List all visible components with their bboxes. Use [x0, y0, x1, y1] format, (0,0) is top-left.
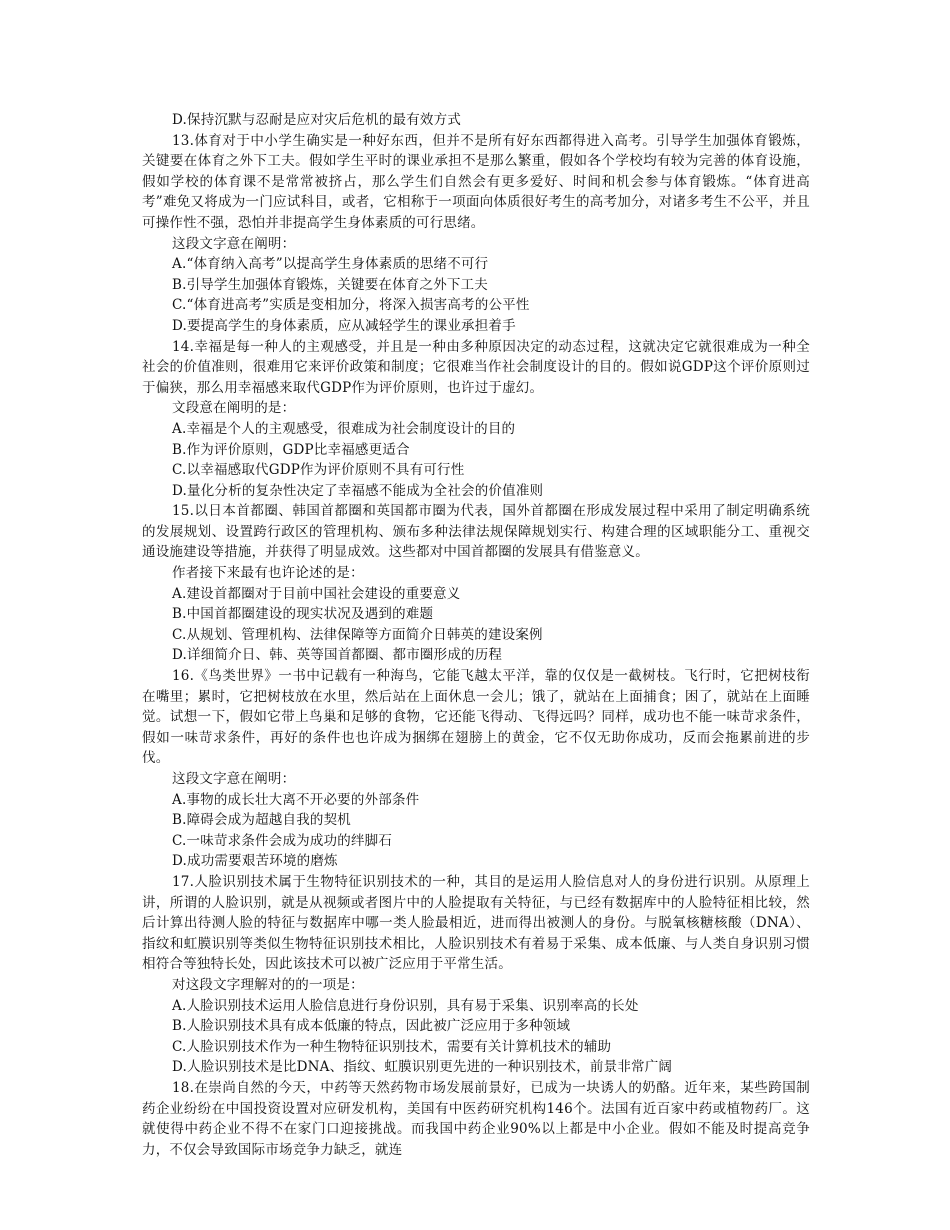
question-13-option-d: D.要提高学生的身体素质，应从减轻学生的课业承担着手	[172, 317, 516, 334]
question-15-option-c: C.从规划、管理机构、法律保障等方面简介日韩英的建设案例	[172, 626, 543, 643]
question-15-stem: 15.以日本首都圈、韩国首都圈和英国都市圈为代表，国外首都圈在形成发展过程中采用了制定明确系统的发展规划、设置跨行政区的管理机构、颁布多种法律法规保障规划实行、构建合理的区域职能分工、重视交通设施建设等措施，并获得了明显成效。这些都对中国首都圈的发展具有借鉴意义。	[142, 503, 810, 561]
question-17	[142, 872, 810, 1078]
question-13-option-c: C.“体育进高考”实质是变相加分，将深入损害高考的公平性	[172, 297, 530, 314]
question-15-option-a: A.建设首都圈对于目前中国社会建设的重要意义	[172, 585, 461, 602]
question-16-stem: 16.《鸟类世界》一书中记载有一种海鸟，它能飞越太平洋，靠的仅仅是一截树枝。飞行时，它把树枝衔在嘴里；累时，它把树枝放在水里，然后站在上面休息一会儿；饿了，就站在上面捕食；困了，就站在上面睡觉。试想一下，假如它带上鸟巢和足够的食物，它还能飞得动、飞得远吗？同样，成功也不能一味苛求条件，假如一味苛求条件，再好的条件也也许成为捆绑在翅膀上的黄金，它不仅无助你成功，反而会拖累前进的步伐。	[142, 668, 810, 767]
question-17-stem: 17.人脸识别技术属于生物特征识别技术的一种，其目的是运用人脸信息对人的身份进行识别。从原理上讲，所谓的人脸识别，就是从视频或者图片中的人脸提取有关特征，与已经有数据库中的人脸特征相比较，然后计算出待测人脸的特征与数据库中哪一类人脸最相近，进而得出被测人的身份。与脱氧核糖核酸（DNA）、指纹和虹膜识别等类似生物特征识别技术相比，人脸识别技术有着易于采集、成本低廉、与人类自身识别习惯相符合等独特长处，因此该技术可以被广泛应用于平常生活。	[142, 873, 810, 973]
question-17-option-c: C.人脸识别技术作为一种生物特征识别技术，需要有关计算机技术的辅助	[172, 1038, 612, 1055]
question-16-option-b: B.障碍会成为超越自我的契机	[172, 812, 352, 829]
question-15	[142, 501, 810, 666]
document-page	[142, 110, 810, 1160]
question-13-option-a: A.“体育纳入高考”以提高学生身体素质的思绪不可行	[172, 256, 489, 273]
question-17-option-a: A.人脸识别技术运用人脸信息进行身份识别，具有易于采集、识别率高的长处	[172, 997, 639, 1014]
question-15-option-d: D.详细简介日、韩、英等国首都圈、都市圈形成的历程	[172, 647, 503, 664]
question-13-stem: 13.体育对于中小学生确实是一种好东西，但并不是所有好东西都得进入高考。引导学生加强体育锻炼，关键要在体育之外下工夫。假如学生平时的课业承担不是那么繁重，假如各个学校均有较为完善的体育设施，假如学校的体育课不是常常被挤占，那么学生们自然会有更多爱好、时间和机会参与体育锻炼。“体育进高考”难免又将成为一门应试科目，或者，它相称于一项面向体质很好考生的高考加分，对诸多考生不公平，并且可操作性不强，恐怕并非提高学生身体素质的可行思绪。	[142, 132, 810, 231]
question-14	[142, 337, 810, 502]
question-18	[142, 1078, 810, 1160]
question-12-option-d: D.保持沉默与忍耐是应对灾后危机的最有效方式	[172, 112, 462, 128]
question-16-prompt: 这段文字意在阐明：	[172, 771, 296, 787]
question-13-prompt: 这段文字意在阐明：	[172, 235, 296, 252]
question-14-option-d: D.量化分析的复杂性决定了幸福感不能成为全社会的价值准则	[172, 482, 544, 499]
question-16	[142, 666, 810, 872]
question-16-option-d: D.成功需要艰苦环境的磨炼	[172, 853, 338, 870]
question-16-option-a: A.事物的成长壮大离不开必要的外部条件	[172, 791, 420, 808]
question-17-prompt: 对这段文字理解对的的一项是：	[172, 976, 364, 993]
question-18-stem: 18.在崇尚自然的今天，中药等天然药物市场发展前景好，已成为一块诱人的奶酪。近年来，某些跨国制药企业纷纷在中国投资设置对应研发机构，美国有中医药研究机构146个。法国有近百家中药或植物药厂。这就使得中药企业不得不在家门口迎接挑战。而我国中药企业90%以上都是中小企业。假如不能及时提高竞争力，不仅会导致国际市场竞争力缺乏，就连	[142, 1079, 810, 1158]
question-14-prompt: 文段意在阐明的是：	[172, 400, 296, 417]
question-14-stem: 14.幸福是每一种人的主观感受，并且是一种由多种原因决定的动态过程，这就决定它就很难成为一种全社会的价值准则，很难用它来评价政策和制度；它很难当作社会制度设计的目的。假如说GDP这个评价原则过于偏狭，那么用幸福感来取代GDP作为评价原则，也许过于虚幻。	[142, 338, 810, 396]
question-13-option-b: B.引导学生加强体育锻炼，关键要在体育之外下工夫	[172, 276, 489, 293]
question-14-option-c: C.以幸福感取代GDP作为评价原则不具有可行性	[172, 462, 465, 479]
question-16-option-c: C.一味苛求条件会成为成功的绊脚石	[172, 832, 393, 849]
question-15-prompt: 作者接下来最有也许论述的是：	[172, 565, 364, 582]
question-15-option-b: B.中国首都圈建设的现实状况及遇到的难题	[172, 606, 434, 623]
question-17-option-b: B.人脸识别技术具有成本低廉的特点，因此被广泛应用于多种领域	[172, 1018, 571, 1035]
question-14-option-a: A.幸福是个人的主观感受，很难成为社会制度设计的目的	[172, 420, 516, 437]
question-14-option-b: B.作为评价原则，GDP比幸福感更适合	[172, 441, 410, 458]
question-17-option-d: D.人脸识别技术是比DNA、指纹、虹膜识别更先进的一种识别技术，前景非常广阔	[172, 1059, 673, 1076]
question-13	[142, 131, 810, 337]
